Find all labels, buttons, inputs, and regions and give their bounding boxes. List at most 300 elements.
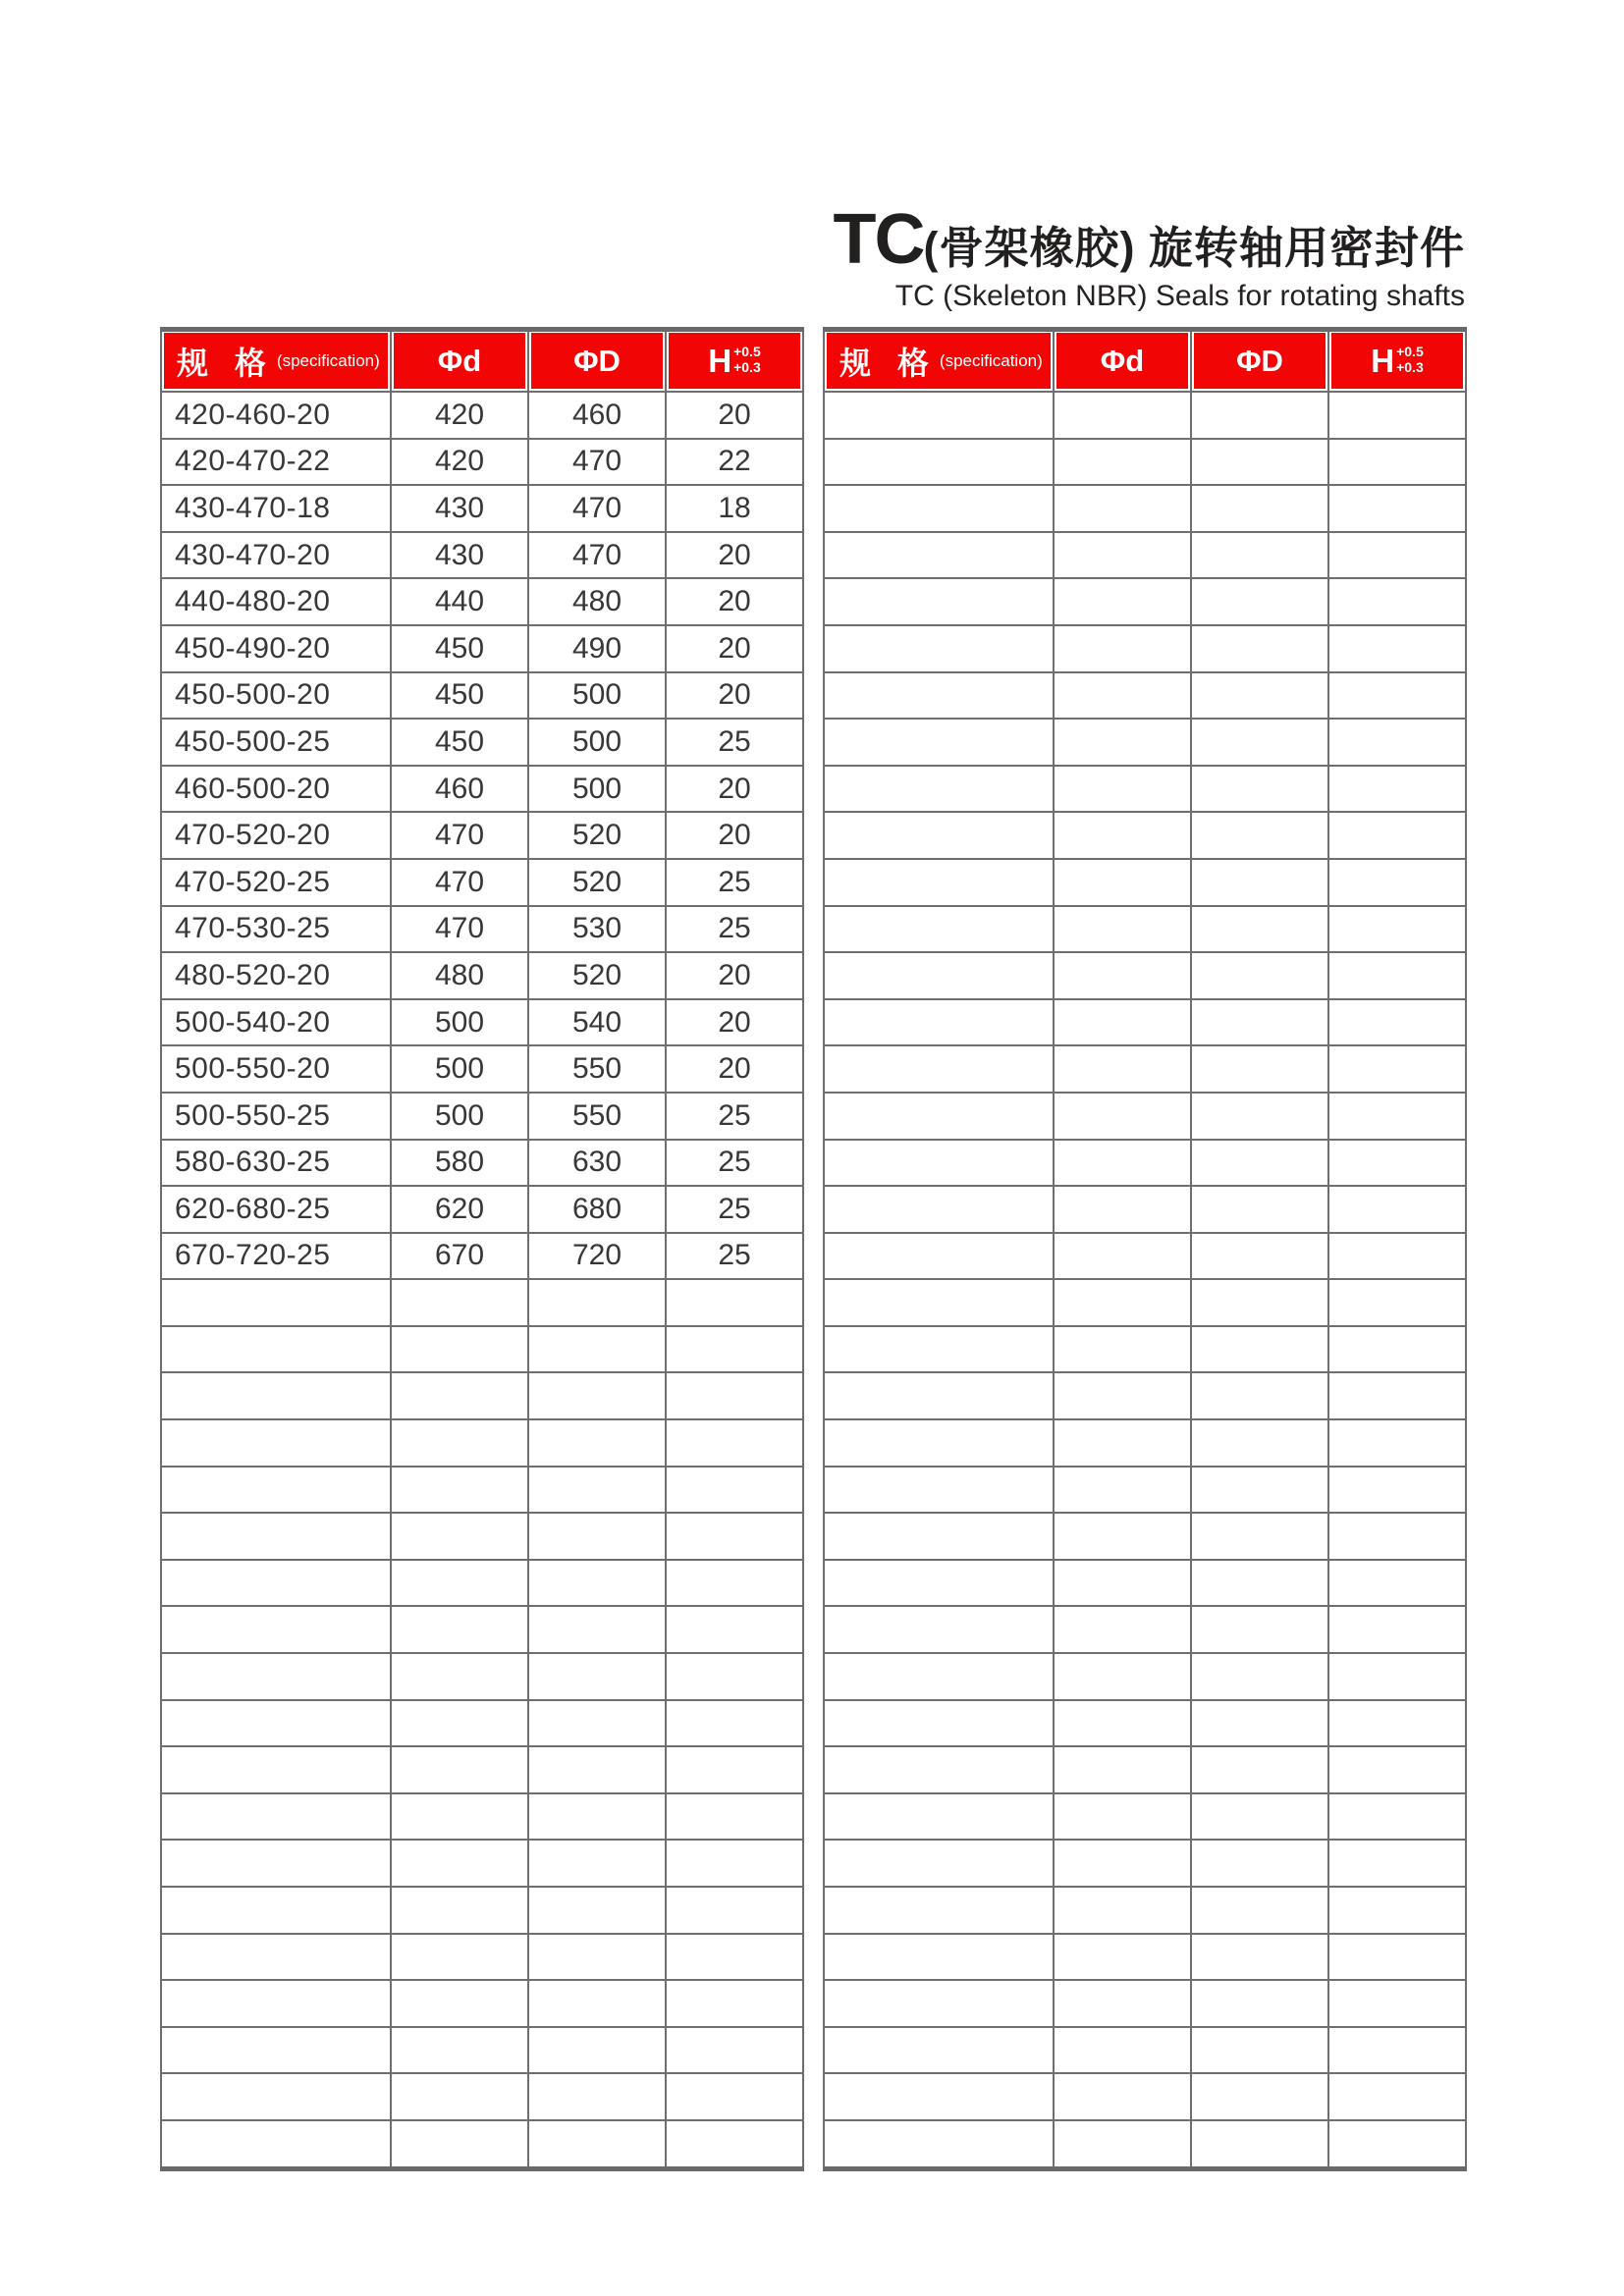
table-row (161, 1279, 803, 1326)
table-row (824, 906, 1466, 953)
table-row (161, 532, 803, 579)
spec-cell (824, 952, 1054, 999)
spec-cell: 500-550-25 (161, 1093, 391, 1140)
phi-cap-d-cell: 500 (528, 766, 666, 813)
table-row (161, 1186, 803, 1233)
phi-cap-d-cell (1191, 859, 1328, 906)
phi-cap-d-cell (1191, 1513, 1328, 1560)
spec-cell: 430-470-18 (161, 485, 391, 532)
spec-cell: 500-540-20 (161, 999, 391, 1046)
h-cell (1328, 1326, 1466, 1373)
spec-table-right (823, 327, 1467, 2171)
table-row (824, 1746, 1466, 1793)
phi-cap-d-cell (528, 1934, 666, 1981)
table-row (824, 1233, 1466, 1280)
phi-d-cell (391, 2120, 528, 2168)
phi-cap-d-cell (1191, 1419, 1328, 1467)
phi-cap-d-header-cell (1191, 330, 1328, 393)
spec-cell (161, 1326, 391, 1373)
phi-cap-d-cell (528, 1513, 666, 1560)
phi-d-cell (391, 1793, 528, 1841)
phi-cap-d-cell: 720 (528, 1233, 666, 1280)
table-row (161, 1887, 803, 1934)
h-cell: 25 (666, 906, 803, 953)
h-cell (666, 1746, 803, 1793)
spec-cell (824, 1793, 1054, 1841)
spec-table-right-body (824, 392, 1466, 2168)
phi-d-cell (1054, 766, 1191, 813)
table-row (161, 1233, 803, 1280)
spec-cell (824, 1186, 1054, 1233)
phi-d-cell (1054, 1093, 1191, 1140)
spec-cell: 470-530-25 (161, 906, 391, 953)
table-row (161, 1093, 803, 1140)
h-cell (1328, 1045, 1466, 1093)
phi-d-cell (1054, 719, 1191, 766)
phi-cap-d-cell: 500 (528, 672, 666, 720)
h-cell (1328, 1186, 1466, 1233)
table-row (161, 1467, 803, 1514)
phi-d-cell: 440 (391, 578, 528, 625)
h-cell (1328, 1419, 1466, 1467)
h-cell (666, 1840, 803, 1887)
spec-cell (161, 2120, 391, 2168)
spec-header-bg (827, 333, 1051, 389)
table-row (824, 1467, 1466, 1514)
phi-d-cell (1054, 812, 1191, 859)
spec-cell (824, 1606, 1054, 1653)
h-cell (666, 1279, 803, 1326)
table-row (824, 485, 1466, 532)
phi-cap-d-cell: 490 (528, 625, 666, 672)
h-cell: 20 (666, 578, 803, 625)
h-cell (1328, 1372, 1466, 1419)
phi-cap-d-cell (528, 1793, 666, 1841)
spec-cell (824, 1980, 1054, 2027)
spec-cell: 420-470-22 (161, 439, 391, 486)
h-cell: 20 (666, 952, 803, 999)
table-row (161, 439, 803, 486)
phi-d-cell (391, 1419, 528, 1467)
h-cell (1328, 1233, 1466, 1280)
phi-d-cell (1054, 1746, 1191, 1793)
phi-cap-d-cell (1191, 2120, 1328, 2168)
spec-cell (824, 812, 1054, 859)
spec-cell: 470-520-25 (161, 859, 391, 906)
phi-d-cell (391, 2073, 528, 2120)
phi-d-cell (1054, 439, 1191, 486)
table-row (161, 812, 803, 859)
table-row (161, 1045, 803, 1093)
h-cell: 25 (666, 1093, 803, 1140)
spec-cell (161, 1419, 391, 1467)
phi-cap-d-cell (1191, 625, 1328, 672)
spec-cell (824, 719, 1054, 766)
h-cell (1328, 719, 1466, 766)
spec-cell: 450-500-25 (161, 719, 391, 766)
phi-d-cell (391, 1467, 528, 1514)
phi-d-cell (1054, 485, 1191, 532)
table-row (161, 1372, 803, 1419)
phi-cap-d-cell (528, 1980, 666, 2027)
phi-cap-d-cell (528, 2027, 666, 2074)
spec-en-label: (specification) (276, 350, 380, 370)
phi-cap-d-cell (1191, 439, 1328, 486)
h-cell (666, 1980, 803, 2027)
table-row (824, 1980, 1466, 2027)
phi-cap-d-cell: 460 (528, 392, 666, 439)
phi-cap-d-cell (1191, 1606, 1328, 1653)
phi-cap-d-cell (1191, 2073, 1328, 2120)
spec-cell (824, 1746, 1054, 1793)
table-row (161, 1606, 803, 1653)
spec-cell: 470-520-20 (161, 812, 391, 859)
phi-cap-d-cell (528, 1653, 666, 1700)
phi-cap-d-cell (1191, 1233, 1328, 1280)
table-row (161, 1746, 803, 1793)
h-cell (1328, 1606, 1466, 1653)
phi-cap-d-cell: 680 (528, 1186, 666, 1233)
phi-cap-d-cell (1191, 719, 1328, 766)
phi-cap-d-header-bg (1194, 333, 1326, 389)
table-row (161, 859, 803, 906)
h-cell (1328, 1700, 1466, 1747)
phi-d-cell (391, 1279, 528, 1326)
spec-cell (824, 672, 1054, 720)
phi-d-cell (1054, 625, 1191, 672)
phi-d-cell (1054, 1700, 1191, 1747)
phi-d-cell: 430 (391, 532, 528, 579)
phi-cap-d-cell (1191, 1093, 1328, 1140)
phi-cap-d-cell (528, 1467, 666, 1514)
phi-d-cell (1054, 578, 1191, 625)
spec-cell: 450-490-20 (161, 625, 391, 672)
phi-cap-d-header-bg (531, 333, 663, 389)
table-row (161, 625, 803, 672)
phi-cap-d-cell (528, 1840, 666, 1887)
phi-cap-d-cell (1191, 1887, 1328, 1934)
phi-cap-d-cell: 540 (528, 999, 666, 1046)
phi-d-cell (391, 1513, 528, 1560)
phi-d-cell (391, 1700, 528, 1747)
h-cell (1328, 1093, 1466, 1140)
phi-cap-d-cell: 480 (528, 578, 666, 625)
spec-cell (824, 2027, 1054, 2074)
phi-d-cell (1054, 1793, 1191, 1841)
phi-cap-d-cell (1191, 1934, 1328, 1981)
h-tolerance (1396, 345, 1424, 375)
phi-d-cell (391, 1887, 528, 1934)
spec-cn-label: 规 格 (839, 345, 938, 381)
phi-d-cell (1054, 1279, 1191, 1326)
table-row (824, 1653, 1466, 1700)
table-row (161, 1840, 803, 1887)
spec-cell (161, 1279, 391, 1326)
phi-d-cell (391, 1746, 528, 1793)
spec-cell (161, 1467, 391, 1514)
page-title-block (833, 200, 1465, 312)
h-cell (1328, 1887, 1466, 1934)
phi-d-cell (1054, 2073, 1191, 2120)
h-cell (1328, 812, 1466, 859)
spec-cell (824, 766, 1054, 813)
table-row (161, 1513, 803, 1560)
phi-d-cell (1054, 392, 1191, 439)
table-row (161, 1653, 803, 1700)
phi-d-cell (1054, 999, 1191, 1046)
table-row (161, 999, 803, 1046)
h-label: H (1371, 342, 1395, 379)
h-cell: 18 (666, 485, 803, 532)
spec-table-left (160, 327, 804, 2171)
phi-d-label: Φd (1100, 343, 1145, 378)
phi-cap-d-cell (528, 1700, 666, 1747)
table-row (824, 812, 1466, 859)
h-header-cell (666, 330, 803, 393)
h-cell (1328, 672, 1466, 720)
phi-d-cell: 500 (391, 1045, 528, 1093)
table-row (824, 719, 1466, 766)
spec-cell (824, 1233, 1054, 1280)
phi-cap-d-cell (528, 1606, 666, 1653)
h-cell (1328, 2073, 1466, 2120)
phi-d-cell: 460 (391, 766, 528, 813)
spec-cell: 480-520-20 (161, 952, 391, 999)
table-row (161, 1934, 803, 1981)
phi-d-cell (1054, 1980, 1191, 2027)
h-cell (1328, 1934, 1466, 1981)
spec-cell (824, 1560, 1054, 1607)
spec-cell (824, 1419, 1054, 1467)
h-cell: 25 (666, 1140, 803, 1187)
table-row (161, 485, 803, 532)
h-cell (1328, 485, 1466, 532)
table-row (161, 1140, 803, 1187)
h-cell (1328, 1467, 1466, 1514)
phi-cap-d-label: ΦD (1236, 343, 1283, 378)
table-row (161, 672, 803, 720)
h-tol-upper: +0.5 (733, 343, 761, 359)
table-row (161, 766, 803, 813)
phi-cap-d-cell (1191, 812, 1328, 859)
table-row (824, 392, 1466, 439)
h-cell (1328, 766, 1466, 813)
spec-cell (824, 1467, 1054, 1514)
spec-cell: 430-470-20 (161, 532, 391, 579)
phi-d-header-cell (391, 330, 528, 393)
table-row (824, 2120, 1466, 2168)
spec-cell (824, 485, 1054, 532)
phi-cap-d-cell (1191, 1279, 1328, 1326)
phi-d-cell (1054, 1887, 1191, 1934)
table-row (161, 392, 803, 439)
phi-cap-d-cell (1191, 906, 1328, 953)
spec-cell (824, 1140, 1054, 1187)
phi-cap-d-cell (1191, 1140, 1328, 1187)
phi-cap-d-cell (1191, 532, 1328, 579)
phi-cap-d-cell: 530 (528, 906, 666, 953)
phi-d-cell (391, 1372, 528, 1419)
phi-d-cell: 500 (391, 999, 528, 1046)
spec-cell (161, 1560, 391, 1607)
h-header-cell (1328, 330, 1466, 393)
table-row (824, 439, 1466, 486)
phi-cap-d-cell: 470 (528, 439, 666, 486)
table-row (824, 2027, 1466, 2074)
spec-cell (824, 2073, 1054, 2120)
phi-d-cell (1054, 1653, 1191, 1700)
h-cell (666, 1934, 803, 1981)
spec-header-bg (164, 333, 388, 389)
phi-d-cell (391, 1326, 528, 1373)
page-subtitle: TC (Skeleton NBR) Seals for rotating shafts (894, 280, 1465, 312)
phi-d-cell: 450 (391, 719, 528, 766)
spec-cell (824, 1934, 1054, 1981)
phi-d-header-bg (1056, 333, 1188, 389)
h-cell (1328, 1793, 1466, 1841)
phi-cap-d-cell (528, 1746, 666, 1793)
phi-cap-d-cell (1191, 578, 1328, 625)
phi-cap-d-cell (1191, 766, 1328, 813)
table-row (824, 578, 1466, 625)
table-row (161, 1326, 803, 1373)
table-row (824, 532, 1466, 579)
phi-d-label: Φd (437, 343, 482, 378)
spec-table-left-body (161, 392, 803, 2168)
spec-cell (161, 1700, 391, 1747)
spec-cell (824, 625, 1054, 672)
spec-cell: 440-480-20 (161, 578, 391, 625)
h-cell: 20 (666, 1045, 803, 1093)
phi-cap-d-cell (528, 1887, 666, 1934)
table-row (824, 1186, 1466, 1233)
table-row (161, 906, 803, 953)
phi-cap-d-cell (1191, 952, 1328, 999)
phi-cap-d-cell: 520 (528, 859, 666, 906)
phi-cap-d-cell (1191, 1186, 1328, 1233)
table-row (824, 1700, 1466, 1747)
h-tol-lower: +0.3 (1396, 358, 1424, 375)
spec-header-cell (161, 330, 391, 393)
phi-d-cell: 450 (391, 625, 528, 672)
phi-cap-d-cell: 470 (528, 485, 666, 532)
spec-cell (161, 1746, 391, 1793)
spec-cell (824, 578, 1054, 625)
spec-cell (161, 1653, 391, 1700)
phi-d-header-cell (1054, 330, 1191, 393)
h-cell: 25 (666, 719, 803, 766)
table-row (824, 625, 1466, 672)
h-cell: 25 (666, 1186, 803, 1233)
h-cell: 25 (666, 859, 803, 906)
phi-d-cell (1054, 1934, 1191, 1981)
table-row (161, 1419, 803, 1467)
table-row (161, 952, 803, 999)
spec-cell (161, 1793, 391, 1841)
h-cell (666, 1326, 803, 1373)
spec-cell: 670-720-25 (161, 1233, 391, 1280)
spec-cell (824, 906, 1054, 953)
phi-d-cell (391, 1980, 528, 2027)
phi-cap-d-cell (1191, 1793, 1328, 1841)
table-row (161, 1793, 803, 1841)
phi-d-cell: 670 (391, 1233, 528, 1280)
spec-cell (824, 859, 1054, 906)
h-cell: 25 (666, 1233, 803, 1280)
h-cell (1328, 859, 1466, 906)
phi-cap-d-cell (1191, 1560, 1328, 1607)
phi-d-cell (391, 1606, 528, 1653)
h-cell (1328, 532, 1466, 579)
table-row (824, 1419, 1466, 1467)
h-cell (1328, 1980, 1466, 2027)
phi-cap-d-cell (1191, 1653, 1328, 1700)
phi-d-cell (1054, 1326, 1191, 1373)
phi-cap-d-cell (1191, 1746, 1328, 1793)
phi-cap-d-cell: 550 (528, 1045, 666, 1093)
h-header-bg (1331, 333, 1463, 389)
table-row (161, 2120, 803, 2168)
spec-cell (161, 1980, 391, 2027)
phi-d-cell: 470 (391, 859, 528, 906)
phi-cap-d-cell (1191, 1326, 1328, 1373)
phi-cap-d-cell (1191, 672, 1328, 720)
phi-d-cell (1054, 672, 1191, 720)
table-row (824, 672, 1466, 720)
h-cell: 20 (666, 766, 803, 813)
h-cell (1328, 1653, 1466, 1700)
phi-d-cell: 430 (391, 485, 528, 532)
table-row (161, 1700, 803, 1747)
table-row (161, 1980, 803, 2027)
table-row (824, 1513, 1466, 1560)
table-row (161, 719, 803, 766)
h-cell: 20 (666, 392, 803, 439)
h-cell: 20 (666, 999, 803, 1046)
phi-cap-d-cell (1191, 1840, 1328, 1887)
h-cell (1328, 906, 1466, 953)
table-row (824, 1560, 1466, 1607)
page-title (833, 200, 1465, 279)
phi-cap-d-cell (1191, 392, 1328, 439)
table-row (824, 1372, 1466, 1419)
phi-d-cell: 420 (391, 439, 528, 486)
phi-d-cell (391, 1840, 528, 1887)
phi-d-cell (391, 2027, 528, 2074)
h-cell (666, 1419, 803, 1467)
h-cell (666, 1653, 803, 1700)
phi-cap-d-cell: 520 (528, 952, 666, 999)
phi-cap-d-cell (1191, 1372, 1328, 1419)
table-row (161, 578, 803, 625)
phi-cap-d-cell: 550 (528, 1093, 666, 1140)
phi-d-cell (1054, 2120, 1191, 2168)
h-cell (1328, 392, 1466, 439)
h-cell (666, 2073, 803, 2120)
phi-cap-d-cell (528, 1419, 666, 1467)
phi-cap-d-header-cell (528, 330, 666, 393)
h-cell (1328, 1746, 1466, 1793)
phi-d-header-bg (394, 333, 525, 389)
table-row (824, 1279, 1466, 1326)
spec-cell: 620-680-25 (161, 1186, 391, 1233)
phi-cap-d-cell: 520 (528, 812, 666, 859)
h-cell (666, 1793, 803, 1841)
phi-cap-d-cell (528, 1560, 666, 1607)
phi-cap-d-cell: 630 (528, 1140, 666, 1187)
h-cell: 20 (666, 812, 803, 859)
phi-d-cell (1054, 1140, 1191, 1187)
